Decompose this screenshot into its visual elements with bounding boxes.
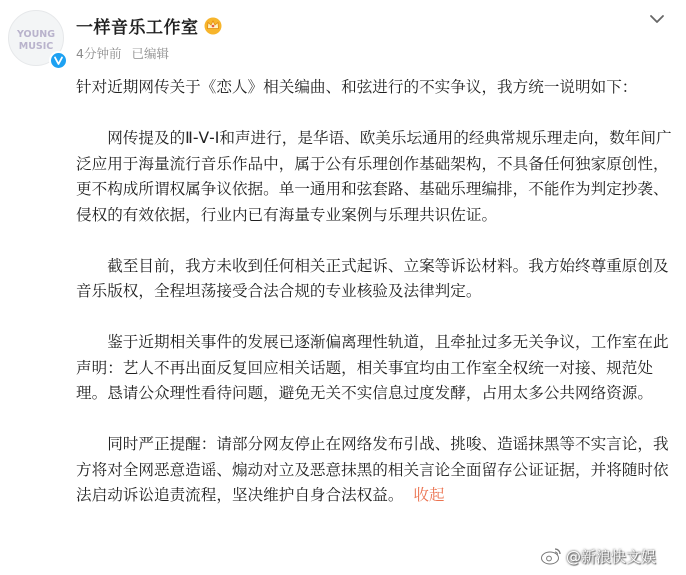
post-paragraph-text: 同时严正提醒：请部分网友停止在网络发布引战、挑唆、造谣抹黑等不实言论，我方将对全网恶意造谣、煽动对立及恶意抹黑的相关言论全面留存公证证据，并将随时依法启动诉讼追责流程，坚决维护自身合法权益。 bbox=[76, 435, 669, 504]
chevron-down-icon[interactable] bbox=[646, 8, 668, 30]
post-content bbox=[76, 68, 672, 509]
post-meta bbox=[76, 44, 169, 62]
post-paragraph-last bbox=[76, 432, 672, 509]
collapse-link[interactable]: 收起 bbox=[413, 486, 445, 504]
post-intro: 针对近期网传关于《恋人》相关编曲、和弦进行的不实争议，我方统一说明如下： bbox=[76, 78, 638, 96]
weibo-logo-icon bbox=[540, 546, 562, 566]
avatar-text-young: YOUNG bbox=[16, 29, 56, 40]
post-paragraph: 截至目前，我方未收到任何相关正式起诉、立案等诉讼材料。我方始终尊重原创及音乐版权，全程坦荡接受合法合规的专业核验及法律判定。 bbox=[76, 256, 669, 300]
avatar-text-music: MUSIC bbox=[18, 41, 54, 52]
crown-icon bbox=[203, 15, 223, 35]
watermark bbox=[540, 542, 656, 570]
watermark-text: @新浪快文娱 bbox=[566, 547, 657, 566]
post-paragraph: 网传提及的Ⅱ-Ⅴ-Ⅰ和声进行，是华语、欧美乐坛通用的经典常规乐理走向，数年间广泛应用于海量流行音乐作品中，属于公有乐理创作基础架构，不具备任何独家原创性，更不构成所谓权属争议依据。单一通用和弦套路、基础乐理编排，不能作为判定抄袭、侵权的有效依据，行业内已有海量专业案例与乐理共识佐证。 bbox=[76, 129, 672, 224]
verified-v-icon bbox=[49, 51, 68, 70]
post-time[interactable]: 4分钟前 bbox=[76, 46, 122, 61]
author-name[interactable]: 一样音乐工作室 bbox=[76, 17, 199, 38]
post-paragraph: 鉴于近期相关事件的发展已逐渐偏离理性轨道，且牵扯过多无关争议，工作室在此声明：艺人不再出面反复回应相关话题，相关事宜均由工作室全权统一对接、规范处理。恳请公众理性看待问题，避免无关不实信息过度发酵，占用太多公共网络资源。 bbox=[76, 333, 669, 402]
author-row bbox=[76, 13, 223, 37]
edited-label[interactable]: 已编辑 bbox=[131, 46, 169, 61]
